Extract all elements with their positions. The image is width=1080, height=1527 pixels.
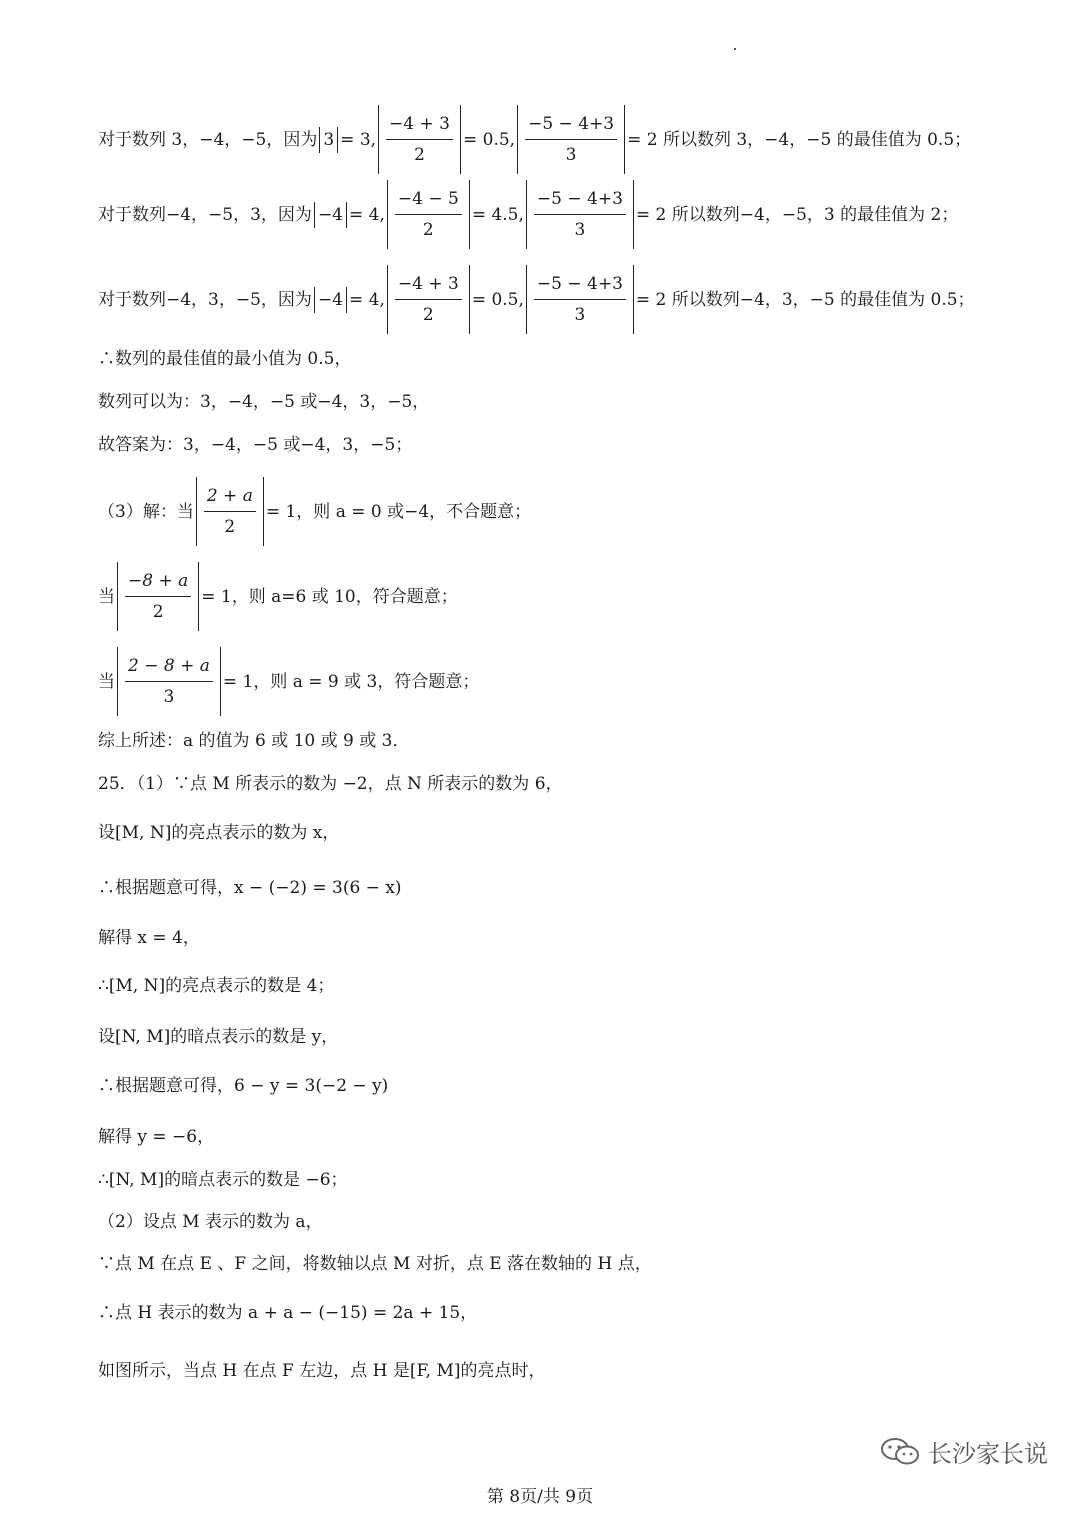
line-21: ∵点 M 在点 E 、F 之间，将数轴以点 M 对折，点 E 落在数轴的 H 点， (98, 1254, 652, 1274)
fraction (125, 566, 191, 627)
abs-value (314, 287, 347, 313)
text: = 1，则 a = 9 或 3，符合题意； (222, 671, 480, 692)
text: = 2 所以数列 3，−4，−5 的最佳值为 0.5； (627, 129, 972, 150)
text: 对于数列 3，−4，−5，因为 (98, 129, 318, 150)
fraction (386, 109, 453, 170)
fraction (395, 269, 462, 330)
denominator: 2 (422, 305, 434, 325)
denominator: 3 (574, 305, 586, 325)
line-8 (98, 562, 458, 631)
line-1 (98, 105, 971, 174)
abs-fraction (117, 562, 199, 631)
watermark (880, 1434, 1048, 1469)
abs-fraction (196, 477, 264, 546)
numerator: −5 − 4+3 (534, 184, 626, 215)
line-18: 解得 y = −6， (98, 1127, 215, 1147)
text: = 1，则 a = 0 或−4，不合题意； (265, 501, 532, 522)
line-9 (98, 647, 479, 716)
numerator: −5 − 4+3 (534, 269, 626, 300)
denominator: 3 (574, 220, 586, 240)
line-19: ∴[N, M]的暗点表示的数是 −6； (98, 1170, 348, 1190)
line-3 (98, 265, 975, 334)
line-4: ∴数列的最佳值的最小值为 0.5， (98, 349, 352, 369)
fraction (204, 481, 256, 542)
speck (734, 48, 736, 50)
abs-content: −4 (317, 289, 343, 310)
text: = 2 所以数列−4，−5，3 的最佳值为 2； (635, 204, 959, 225)
text: 对于数列−4，−5，3，因为 (98, 204, 312, 225)
line-20: （2）设点 M 表示的数为 a， (98, 1212, 323, 1232)
text: = 4.5, (471, 204, 524, 225)
line-5: 数列可以为：3，−4，−5 或−4，3，−5， (98, 392, 430, 412)
text: = 4, (349, 289, 385, 310)
line-6: 故答案为：3，−4，−5 或−4，3，−5； (98, 435, 413, 455)
line-14: 解得 x = 4， (98, 928, 200, 948)
text: 当 (98, 671, 115, 692)
line-16: 设[N, M]的暗点表示的数是 y， (98, 1027, 339, 1047)
abs-fraction (387, 180, 470, 249)
line-7 (98, 477, 531, 546)
fraction (125, 651, 213, 712)
line-22: ∴点 H 表示的数为 a + a − (−15) = 2a + 15， (98, 1303, 478, 1323)
text: （3）解：当 (98, 501, 194, 522)
chat-icon (880, 1436, 920, 1468)
text: = 4, (349, 204, 385, 225)
fraction (525, 109, 617, 170)
denominator: 2 (422, 220, 434, 240)
text: 当 (98, 586, 115, 607)
watermark-text: 长沙家长说 (928, 1440, 1048, 1468)
abs-value (319, 127, 338, 153)
line-11: 25．（1）∵点 M 所表示的数为 −2，点 N 所表示的数为 6， (98, 774, 563, 794)
denominator: 3 (163, 687, 175, 707)
denominator: 3 (565, 145, 577, 165)
line-10: 综上所述：a 的值为 6 或 10 或 9 或 3． (98, 731, 410, 751)
numerator: −5 − 4+3 (525, 109, 617, 140)
abs-value (314, 202, 347, 228)
fraction (534, 184, 626, 245)
abs-fraction (526, 265, 634, 334)
numerator: 2 − 8 + a (125, 651, 213, 682)
numerator: −4 + 3 (386, 109, 453, 140)
denominator: 2 (152, 602, 164, 622)
text: = 0.5, (471, 289, 524, 310)
line-17: ∴根据题意可得，6 − y = 3(−2 − y) (98, 1076, 389, 1096)
abs-fraction (387, 265, 470, 334)
fraction (534, 269, 626, 330)
text: = 1，则 a=6 或 10，符合题意； (201, 586, 458, 607)
abs-content: −4 (317, 204, 343, 225)
text: = 2 所以数列−4，3，−5 的最佳值为 0.5； (635, 289, 975, 310)
text: = 3, (340, 129, 377, 150)
text: = 0.5, (462, 129, 516, 150)
numerator: −4 − 5 (395, 184, 462, 215)
numerator: −8 + a (125, 566, 191, 597)
text: 对于数列−4，3，−5，因为 (98, 289, 312, 310)
numerator: 2 + a (204, 481, 256, 512)
denominator: 2 (224, 517, 236, 537)
line-15: ∴[M, N]的亮点表示的数是 4； (98, 976, 335, 996)
line-23: 如图所示，当点 H 在点 F 左边，点 H 是[F, M]的亮点时， (98, 1361, 546, 1381)
numerator: −4 + 3 (395, 269, 462, 300)
abs-content: 3 (323, 129, 335, 150)
denominator: 2 (414, 145, 425, 165)
page-footer: 第 8页/共 9页 (486, 1487, 594, 1507)
abs-fraction (526, 180, 634, 249)
abs-fraction (117, 647, 221, 716)
line-13: ∴根据题意可得，x − (−2) = 3(6 − x) (98, 878, 402, 898)
line-2 (98, 180, 958, 249)
line-12: 设[M, N]的亮点表示的数为 x， (98, 823, 340, 843)
fraction (395, 184, 462, 245)
abs-fraction (517, 105, 625, 174)
abs-fraction (378, 105, 461, 174)
